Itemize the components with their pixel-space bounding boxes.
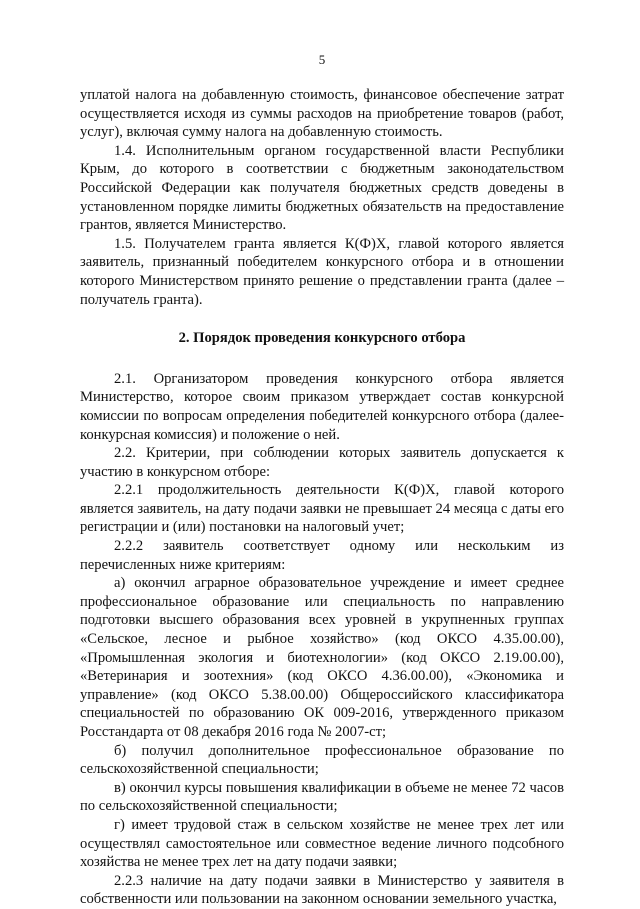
section-heading: 2. Порядок проведения конкурсного отбора [178,330,466,347]
page-number: 5 [318,52,326,67]
paragraph-criterion-b: б) получил дополнительное профессиональное образование по сельскохозяйственной специальности; [80,742,564,778]
paragraph-1-4: 1.4. Исполнительным органом государственной власти Республики Крым, до которого в соответствии с бюджетным законодательством Российской Федерации как получателя бюджетных средств доведены в установленном порядке лимиты бюджетных обязательств на предоставление грантов, является Министерство. [80,142,564,234]
section-2-body [80,370,564,909]
paragraph-continuation: уплатой налога на добавленную стоимость, финансовое обеспечение затрат осуществляется исходя из суммы расходов на приобретение товаров (работ, услуг), включая сумму налога на добавленную стоимость. [80,87,564,141]
paragraph-criterion-g: г) имеет трудовой стаж в сельском хозяйстве не менее трех лет или осуществлял самостоятельное или совместное ведение личного подсобного хозяйства не менее трех лет на дату подачи заявки; [80,816,564,871]
paragraph-1-5: 1.5. Получателем гранта является К(Ф)Х, главой которого является заявитель, признанный победителем конкурсного отбора и в отношении которого Министерством принято решение о представлении гранта (далее – получатель гранта). [80,235,564,308]
paragraph-2-1: 2.1. Организатором проведения конкурсного отбора является Министерство, которое своим приказом утверждает состав конкурсной комиссии по вопросам определения победителей конкурсного отбора (далее-конкурсная комиссия) и положение о ней. [80,370,564,443]
paragraph-criterion-a: а) окончил аграрное образовательное учреждение и имеет среднее профессиональное образование или специальность по направлению подготовки высшего образования всех уровней в укрупненных группах «Сельское, лесное и рыбное хозяйство» (код ОКСО 4.35.00.00), «Промышленная экология и биотехнологии» (код ОКСО 2.19.00.00), «Ветеринария и зоотехния» (код ОКСО 4.36.00.00), «Экономика и управление» (код ОКСО 5.38.00.00) Общероссийского классификатора специальностей по образованию ОК 009-2016, утвержденного приказом Росстандарта от 08 декабря 2016 года № 2007-ст; [80,575,564,740]
paragraph-2-2: 2.2. Критерии, при соблюдении которых заявитель допускается к участию в конкурсном отборе: [80,445,564,480]
section-1-continuation [80,86,564,309]
paragraph-2-2-2: 2.2.2 заявитель соответствует одному или нескольким из перечисленных ниже критериям: [80,538,564,573]
paragraph-criterion-v: в) окончил курсы повышения квалификации в объеме не менее 72 часов по сельскохозяйственной специальности; [80,779,564,815]
paragraph-2-2-1: 2.2.1 продолжительность деятельности К(Ф)Х, главой которого является заявитель, на дату подачи заявки не превышает 24 месяца с даты его регистрации и (или) постановки на налоговый учет; [80,482,564,536]
paragraph-2-2-3: 2.2.3 наличие на дату подачи заявки в Министерство у заявителя в собственности или пользовании на законном основании земельного участка, [80,872,564,908]
